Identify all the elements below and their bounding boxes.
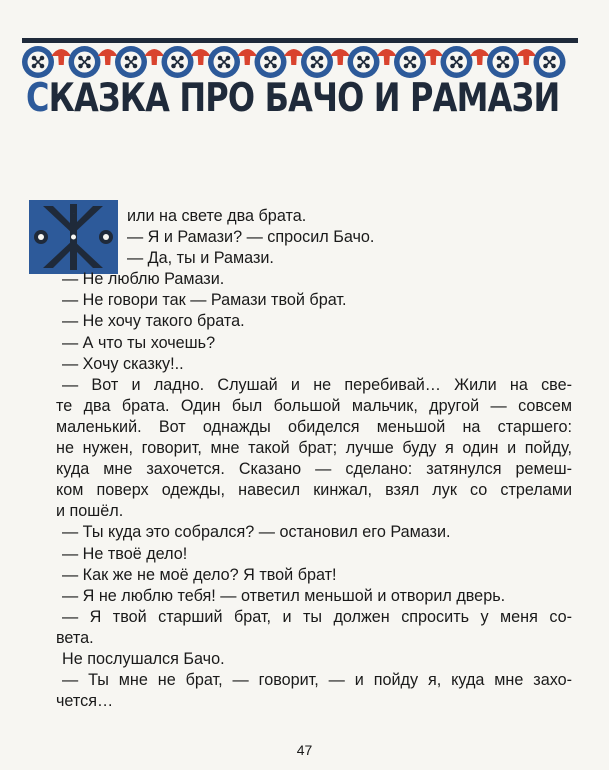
title-initial: С — [26, 76, 49, 121]
ornament-mushroom-icon — [516, 49, 536, 65]
text-line: и пошёл. — [56, 502, 124, 521]
text-line: — Да, ты и Рамази. — [127, 249, 274, 268]
text-line: — Как же не моё дело? Я твой брат! — [62, 565, 337, 584]
text-line: — Я твой старший брат, и ты должен спросить у меня со- — [62, 607, 572, 626]
ornament-mushroom-icon — [377, 49, 397, 65]
ornament-button-icon — [441, 46, 473, 78]
ornament-mushroom-icon — [330, 49, 350, 65]
ornament-button-icon — [208, 46, 240, 78]
dropcap-letter: Ж — [73, 214, 75, 215]
ornament-button-icon — [487, 46, 519, 78]
text-line: — Не говори так — Рамази твой брат. — [62, 291, 347, 310]
story-text — [56, 206, 572, 712]
ornament-button-icon — [394, 46, 426, 78]
ornament-button-icon — [348, 46, 380, 78]
text-line: — Не люблю Рамази. — [62, 270, 225, 289]
ornament-button-icon — [301, 46, 333, 78]
ornament-mushroom-icon — [423, 49, 443, 65]
text-line: те два брата. Один был большой мальчик, другой — совсем — [56, 396, 572, 415]
ornament-button-icon — [22, 46, 54, 78]
ornament-mushroom-icon — [144, 49, 164, 65]
ornament-mushroom-icon — [98, 49, 118, 65]
text-line: чется… — [56, 692, 114, 711]
ornament-mushroom-icon — [284, 49, 304, 65]
text-line: вета. — [56, 628, 94, 647]
text-line: — Вот и ладно. Слушай и не перебивай… Жили на све- — [62, 375, 572, 394]
ornament-button-icon — [162, 46, 194, 78]
text-line: — Ты куда это собрался? — остановил его Рамази. — [62, 523, 451, 542]
text-line: — Не твоё дело! — [62, 544, 188, 563]
page-number: 47 — [296, 742, 313, 758]
text-line: ком поверх одежды, навесил кинжал, взял лук со стрелами — [56, 481, 572, 500]
ornament-button-icon — [255, 46, 287, 78]
text-line: — А что ты хочешь? — [62, 333, 216, 352]
ornament-mushroom-icon — [51, 49, 71, 65]
text-line: — Я не люблю тебя! — ответил меньшой и отворил дверь. — [62, 586, 506, 605]
text-line: куда мне захочется. Сказано — сделано: затянулся ремеш- — [56, 460, 572, 479]
page-title — [26, 76, 560, 121]
text-line: не нужен, говорит, мне такой брат; лучше буду я один и пойду, — [56, 439, 572, 458]
ornament-mushroom-icon — [191, 49, 211, 65]
text-line: — Не хочу такого брата. — [62, 312, 245, 331]
ornament-mushroom-icon — [470, 49, 490, 65]
text-line: Не послушался Бачо. — [62, 649, 225, 668]
ornament-button-icon — [115, 46, 147, 78]
text-line: — Я и Рамази? — спросил Бачо. — [127, 228, 375, 247]
text-line: — Ты мне не брат, — говорит, — и пойду я, куда мне захо- — [62, 671, 572, 690]
text-line: маленький. Вот однажды обиделся меньшой на старшего: — [56, 417, 572, 436]
text-line: или на свете два брата. — [127, 207, 307, 225]
title-rest: КАЗКА ПРО БАЧО И РАМАЗИ — [48, 76, 560, 121]
ornament-button-icon — [534, 46, 566, 78]
text-line: — Хочу сказку!.. — [62, 354, 184, 373]
ornament-mushroom-icon — [237, 49, 257, 65]
ornament-button-icon — [69, 46, 101, 78]
